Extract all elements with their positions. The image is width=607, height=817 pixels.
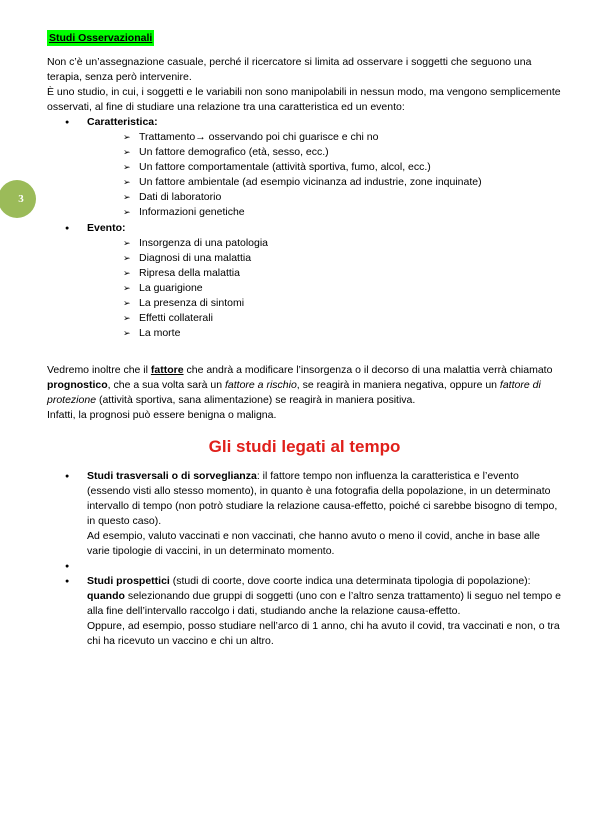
fattore-protezione-term: fattore di protezione bbox=[47, 379, 541, 407]
document-body bbox=[47, 30, 562, 649]
intro-paragraph-2: È uno studio, in cui, i soggetti e le variabili non sono manipolabili in nessun modo, ma vengono semplicemente osservati, al fine di studiare una relazione tra una caratteristica ed un evento: bbox=[47, 86, 561, 113]
prognosi-sentence: Infatti, la prognosi può essere benigna o maligna. bbox=[47, 409, 277, 422]
list-item: ➢ Ripresa della malattia bbox=[123, 266, 562, 281]
list-item: ➢ La guarigione bbox=[123, 281, 562, 296]
quando-term: quando bbox=[87, 590, 125, 603]
characteristics-event-list bbox=[47, 115, 562, 341]
list-item: ➢ Trattamento→ osservando poi chi guarisce e chi no bbox=[123, 130, 562, 145]
list-item: ➢ Effetti collaterali bbox=[123, 311, 562, 326]
prospettici-label: Studi prospettici bbox=[87, 575, 170, 588]
fattore-paragraph: Vedremo inoltre che il fattore che andrà a modificare l’insorgenza o il decorso di una malattia verrà chiamato prognostico, che a sua volta sarà un fattore a rischio, se reagirà in maniera negativa, oppure un fattore di protezione (attività sportiva, sana alimentazione) se reagirà in maniera positiva. bbox=[47, 364, 553, 407]
fattore-term: fattore bbox=[150, 364, 184, 377]
evento-sublist bbox=[87, 236, 562, 342]
prospettici-example: Oppure, ad esempio, posso studiare nell’arco di 1 anno, chi ha avuto il covid, tra vaccinati e non, o tra chi ha ricevuto un vaccino e chi un altro. bbox=[87, 620, 560, 648]
list-item: ➢ Un fattore demografico (età, sesso, ecc.) bbox=[123, 145, 562, 160]
section-heading: Studi Osservazionali bbox=[49, 32, 153, 44]
list-item: ➢ Dati di laboratorio bbox=[123, 190, 562, 205]
prognostico-term: prognostico bbox=[47, 379, 108, 392]
caratteristica-sublist bbox=[87, 130, 562, 221]
fattore-rischio-term: fattore a rischio bbox=[225, 379, 297, 392]
trasversali-example: Ad esempio, valuto vaccinati e non vaccinati, che hanno avuto o meno il covid, anche in base alle varie tipologie di vaccini, in un determinato momento. bbox=[87, 530, 540, 558]
list-item: ➢ Un fattore ambientale (ad esempio vicinanza ad industrie, zone inquinate) bbox=[123, 175, 562, 190]
trasversali-label: Studi trasversali o di sorveglianza bbox=[87, 470, 257, 483]
caratteristica-label: Caratteristica: bbox=[87, 116, 158, 128]
evento-item bbox=[47, 221, 562, 342]
list-item: ➢ Informazioni genetiche bbox=[123, 205, 562, 220]
list-item: ➢ Diagnosi di una malattia bbox=[123, 251, 562, 266]
trasversali-item: ● Studi trasversali o di sorveglianza: il fattore tempo non influenza la caratteristica e l’evento (essendo visti allo stesso momento), in quanto è una fotografia della popolazione, in un determinato intervallo di tempo (non potrò studiare la relazione causa-effetto, poiché ci sarebbe bisogno di tempo, in questo caso). Ad esempio, valuto vaccinati e non vaccinati, che hanno avuto o meno il covid, anche in base alle varie tipologie di vaccini, in un determinato momento. bbox=[47, 469, 562, 559]
caratteristica-item bbox=[47, 115, 562, 221]
evento-label: Evento: bbox=[87, 221, 126, 234]
section-title: Gli studi legati al tempo bbox=[208, 437, 401, 457]
time-studies-list bbox=[47, 469, 562, 649]
list-item: ➢ Insorgenza di una patologia bbox=[123, 236, 562, 251]
list-item: ➢ La morte bbox=[123, 326, 562, 341]
page-number-badge: 3 bbox=[0, 180, 36, 218]
list-item: ➢ La presenza di sintomi bbox=[123, 296, 562, 311]
prospettici-item: ● Studi prospettici (studi di coorte, dove coorte indica una determinata tipologia di popolazione): quando selezionando due gruppi di soggetti (uno con e l’altro senza trattamento) li seguo nel tempo e alla fine dell’intervallo raccolgo i dati, studiando anche la relazione causa-effetto. Oppure, ad esempio, posso studiare nell’arco di 1 anno, chi ha avuto il covid, tra vaccinati e non, o tra chi ha ricevuto un vaccino e chi un altro. bbox=[47, 574, 562, 649]
intro-paragraph-1: Non c’è un’assegnazione casuale, perché il ricercatore si limita ad osservare i soggetti che seguono una terapia, senza però intervenire. bbox=[47, 56, 532, 83]
list-item: ➢ Un fattore comportamentale (attività sportiva, fumo, alcol, ecc.) bbox=[123, 160, 562, 175]
